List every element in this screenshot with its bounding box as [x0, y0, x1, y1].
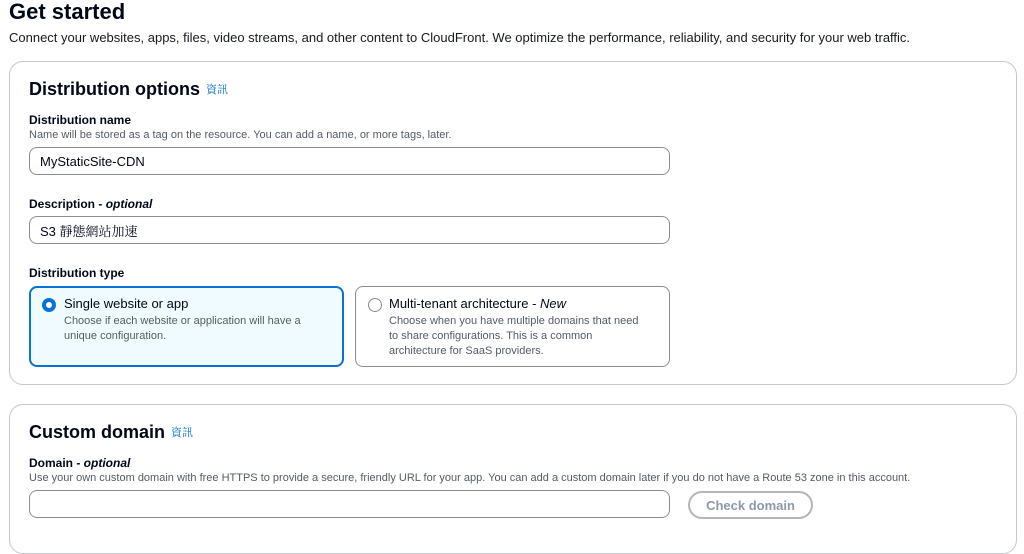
domain-optional-text: optional [83, 456, 131, 470]
check-domain-button[interactable]: Check domain [688, 491, 813, 519]
custom-domain-info-link[interactable]: 資訊 [171, 427, 194, 439]
description-label [29, 197, 152, 211]
page-title: Get started [9, 0, 126, 24]
multi-tenant-title [389, 296, 566, 312]
distribution-options-panel [9, 61, 1017, 385]
custom-domain-heading [29, 422, 193, 443]
new-badge: New [540, 296, 567, 311]
description-optional-text: optional [105, 197, 153, 211]
domain-label-text: Domain - [29, 456, 84, 470]
description-label-text: Description - [29, 197, 106, 211]
distribution-name-input[interactable] [29, 147, 670, 175]
distribution-name-hint: Name will be stored as a tag on the resource. You can add a name, or more tags, later. [29, 129, 452, 141]
description-input[interactable] [29, 216, 670, 244]
custom-domain-title: Custom domain [29, 422, 166, 442]
distribution-options-title: Distribution options [29, 79, 200, 99]
tile-multi-tenant[interactable] [355, 286, 670, 367]
distribution-name-label: Distribution name [29, 113, 132, 127]
single-website-description: Choose if each website or application will have a unique configuration. [64, 315, 301, 342]
domain-input[interactable] [29, 490, 670, 518]
distribution-options-info-link[interactable]: 資訊 [205, 84, 228, 96]
single-website-title: Single website or app [64, 296, 189, 311]
domain-label [29, 456, 130, 470]
distribution-options-heading [29, 79, 228, 100]
radio-unselected-icon[interactable] [368, 298, 382, 312]
multi-tenant-description: Choose when you have multiple domains that need to share configurations. This is a common architecture for SaaS providers. [389, 315, 639, 357]
custom-domain-panel [9, 404, 1017, 554]
page-description: Connect your websites, apps, files, video streams, and other content to CloudFront. We optimize the performance, reliability, and security for your web traffic. [9, 30, 911, 45]
domain-hint: Use your own custom domain with free HTTPS to provide a secure, friendly URL for your app. You can add a custom domain later if you do not have a Route 53 zone in this account. [29, 472, 911, 484]
tile-single-website[interactable] [29, 286, 344, 367]
multi-tenant-title-text: Multi-tenant architecture - [389, 296, 541, 311]
radio-selected-icon[interactable] [42, 298, 56, 312]
distribution-type-label: Distribution type [29, 266, 125, 280]
